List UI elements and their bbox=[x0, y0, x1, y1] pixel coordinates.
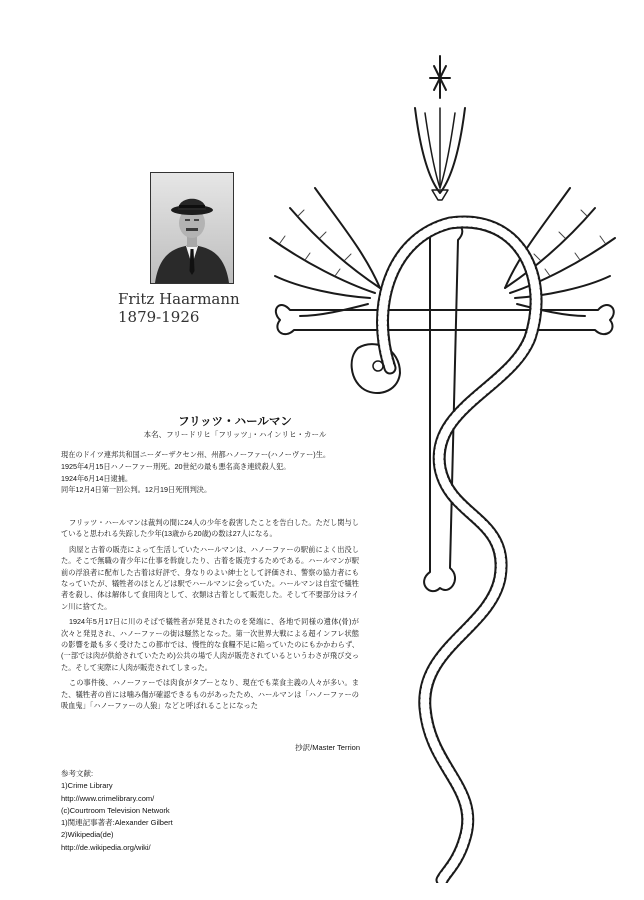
reference-item: 1)Crime Library bbox=[61, 781, 113, 791]
fact-line: 1924年6月14日逮捕。 bbox=[61, 473, 133, 483]
body-paragraph: フリッツ・ハールマンは裁判の間に24人の少年を殺害したことを告白した。ただし関与していると思われる失踪した少年(13歳から20歳)の数は27人になる。 bbox=[61, 518, 359, 539]
fact-line: 同年12月4日第一回公判。12月19日死刑判決。 bbox=[61, 485, 212, 495]
body-paragraph: この事件後、ハノーファーでは肉食がタブーとなり、現在でも菜食主義の人々が多い。また、犠牲者の首には噛み傷が確認できるものがあったため、ハールマンは「ハノーファーの吸血鬼」「ハノーファーの人狼」などと呼ばれることになった bbox=[61, 678, 359, 711]
fact-line: 1925年4月15日ハノーファー刑死。20世紀の最も悪名高き連続殺人犯。 bbox=[61, 461, 291, 471]
fact-line: 現在のドイツ連邦共和国ニーダーザクセン州、州都ハノーファー(ハノーヴァー)生。 bbox=[61, 450, 331, 459]
translator-credit: 抄訳/Master Terrion bbox=[295, 743, 360, 752]
reference-link[interactable]: http://de.wikipedia.org/wiki/ bbox=[61, 842, 151, 852]
references bbox=[61, 768, 311, 854]
reference-item: 1)関連記事著者:Alexander Gilbert bbox=[61, 818, 173, 828]
reference-item: 2)Wikipedia(de) bbox=[61, 830, 114, 840]
article-subtitle: 本名、フリードリヒ「フリッツ」・ハインリヒ・カール bbox=[143, 430, 327, 439]
body-paragraph: 1924年5月17日に川のそばで犠牲者が発見されたのを発端に、各地で同様の遺体(骨)が次々と発見され、ハノーファーの街は騒然となった。第一次世界大戦による超インフレ状態の影響を最も多く受けたこの都市では、慢性的な食糧不足に陥っていたのにもかかわらず、(一部では肉が供給されていたため)公共の場で人肉が販売されているというわさが飛び交った。そして実際に人肉が販売されてしまった。 bbox=[61, 617, 359, 672]
article-body bbox=[61, 517, 359, 716]
body-paragraph: 肉屋と古着の販売によって生活していたハールマンは、ハノーファーの駅前によく出没した。そこで無職の青少年に仕事を斡旋したり、古着を販売するためである。ハールマンが駅前の浮浪者に配布した古着は好評で、身なりのよい紳士として評価され、警察の協力者にもなっていたが、犠牲者のほとんどは駅でハールマンに会っていた。ハールマンは自室で犠牲者を殺し、体は解体して食用肉として、衣類は古着として販売した。そして不要部分はライン川に捨てた。 bbox=[61, 544, 359, 611]
portrait-caption bbox=[118, 290, 258, 326]
article-title: フリッツ・ハールマン bbox=[178, 416, 292, 428]
references-heading: 参考文献: bbox=[61, 769, 94, 778]
fact-list bbox=[61, 449, 361, 496]
reference-link[interactable]: http://www.crimelibrary.com/ bbox=[61, 793, 155, 803]
person-name: Fritz Haarmann bbox=[118, 290, 240, 308]
reference-item: (c)Courtroom Television Network bbox=[61, 805, 170, 815]
portrait-photo bbox=[150, 172, 234, 284]
person-years: 1879-1926 bbox=[118, 308, 200, 326]
